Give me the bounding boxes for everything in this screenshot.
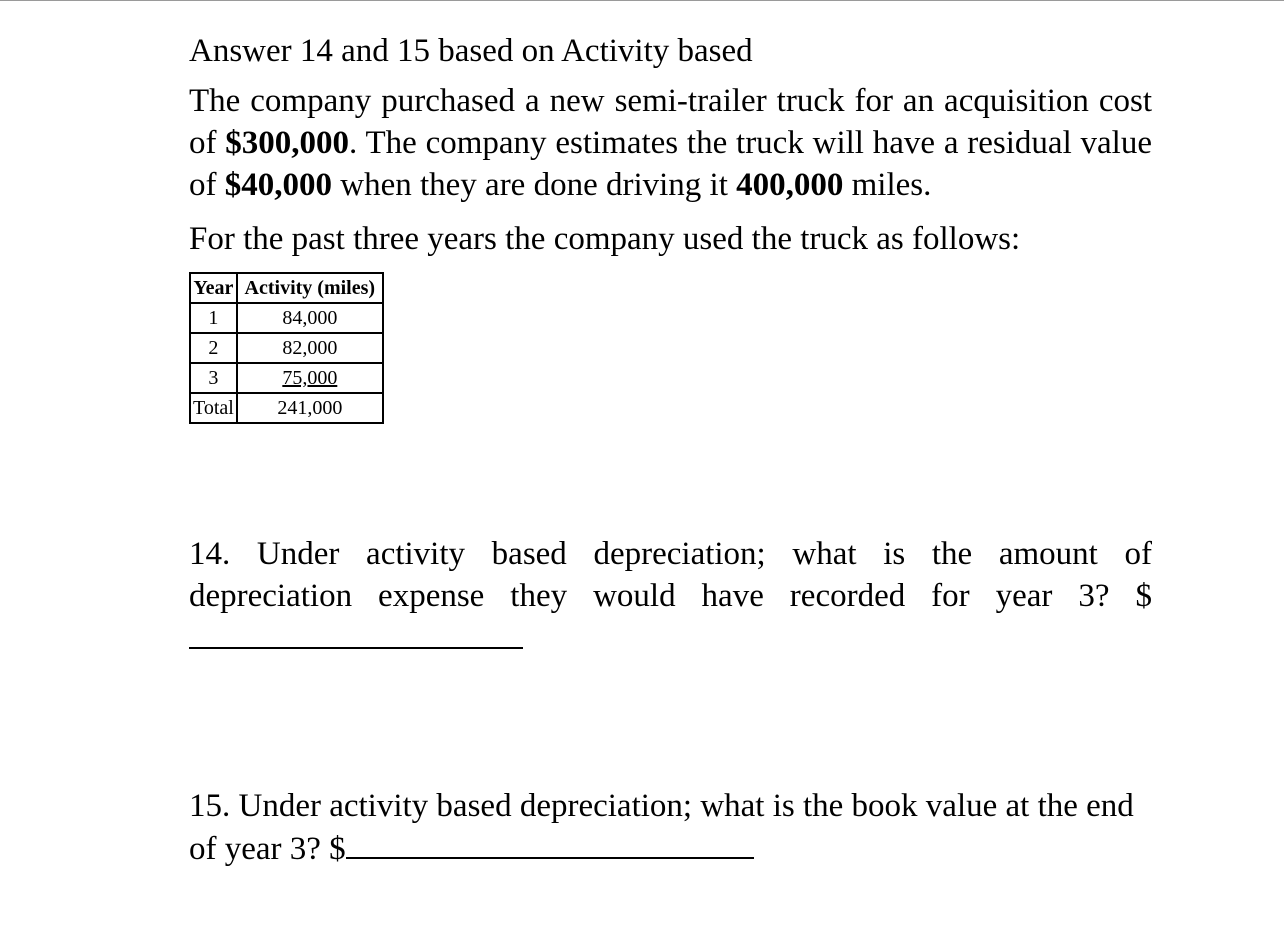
- intro-text-4: miles.: [843, 167, 932, 203]
- intro-text-1: The company purchased a new semi-trailer truck for an acquisition cost of: [189, 83, 1152, 161]
- miles-cell: [237, 363, 383, 393]
- table-row: [190, 333, 383, 363]
- question-15-text: 15. Under activity based depreciation; what is the book value at the end of year 3?: [189, 788, 1134, 867]
- instructions-heading: Answer 14 and 15 based on Activity based: [189, 33, 753, 69]
- question-15-dollar: $: [329, 831, 346, 867]
- question-14-dollar: $: [1135, 578, 1152, 614]
- activity-table: [189, 272, 384, 424]
- acquisition-cost: $300,000: [225, 125, 350, 161]
- problem-statement: [189, 80, 1152, 206]
- table-total-row: [190, 393, 383, 423]
- question-14-answer-blank[interactable]: [189, 617, 523, 649]
- table-row: [190, 363, 383, 393]
- usage-intro: For the past three years the company used the truck as follows:: [189, 221, 1021, 257]
- residual-value: $40,000: [224, 167, 332, 203]
- miles-cell: 82,000: [237, 333, 383, 363]
- year-cell: 3: [190, 363, 237, 393]
- total-label: Total: [190, 393, 237, 423]
- year-cell: 1: [190, 303, 237, 333]
- total-miles: 241,000: [237, 393, 383, 423]
- miles-cell: 84,000: [237, 303, 383, 333]
- intro-text-3: when they are done driving it: [332, 167, 737, 203]
- year-cell: 2: [190, 333, 237, 363]
- header-activity: Activity (miles): [237, 273, 383, 303]
- miles-value-underlined: 75,000: [282, 367, 338, 389]
- table-header-row: [190, 273, 383, 303]
- document-page: [189, 30, 1152, 867]
- question-14-text: 14. Under activity based depreciation; what is the amount of depreciation expense they would have recorded for year 3?: [189, 536, 1152, 614]
- table-row: [190, 303, 383, 333]
- question-15: [189, 785, 1152, 870]
- question-14: [189, 533, 1152, 660]
- intro-text-2: . The company estimates the truck will have a residual value of: [189, 125, 1152, 203]
- top-border: [0, 0, 1284, 1]
- header-year: Year: [190, 273, 237, 303]
- estimated-miles: 400,000: [736, 167, 844, 203]
- question-15-answer-blank[interactable]: [346, 827, 754, 859]
